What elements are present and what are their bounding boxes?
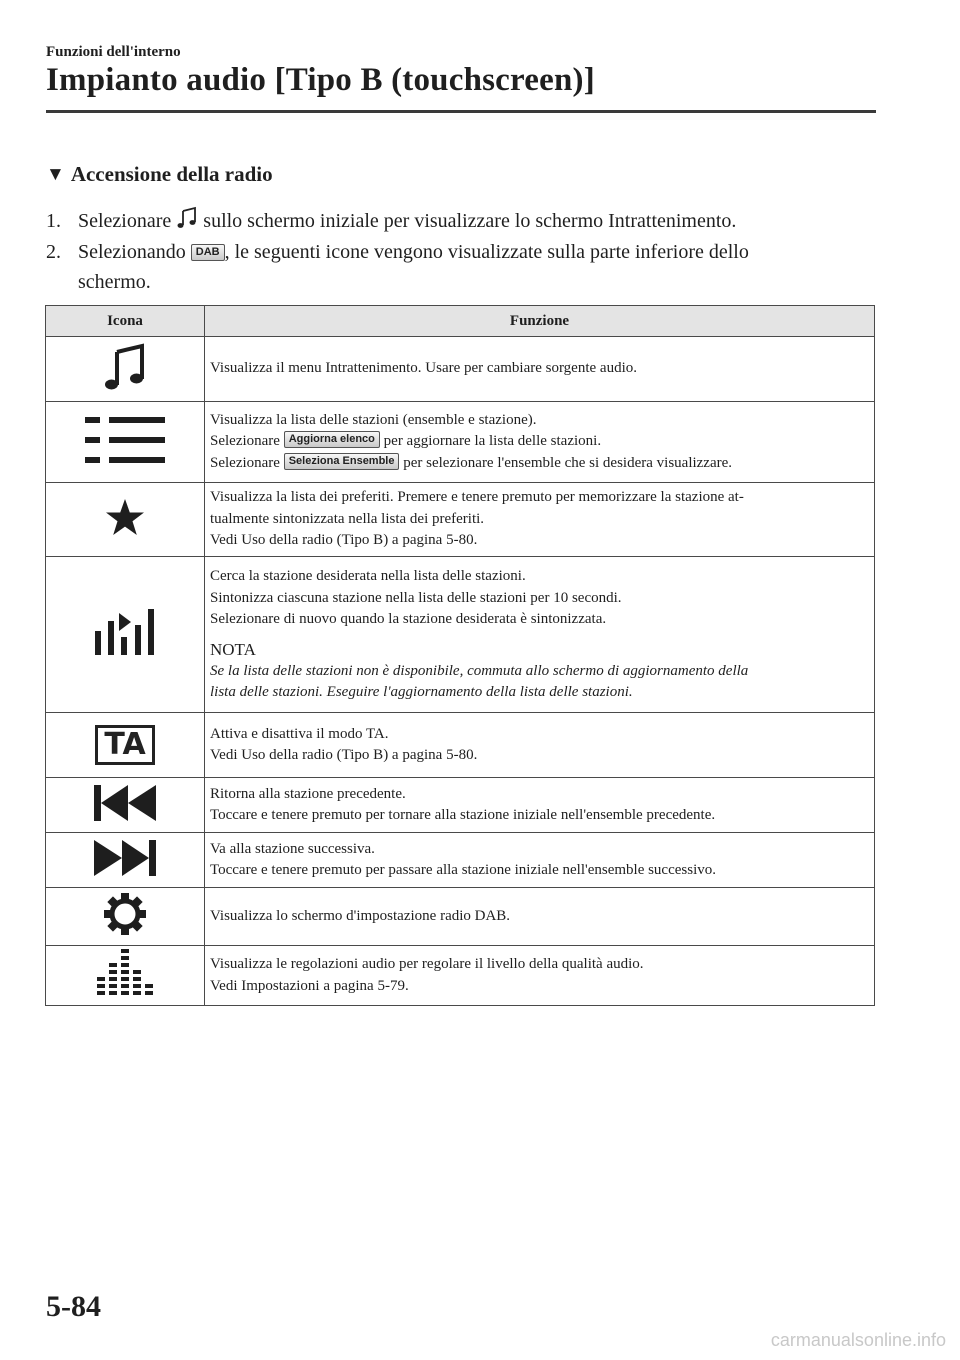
step-text-continued: schermo. — [78, 271, 151, 293]
gear-icon — [103, 892, 147, 936]
step-text-before: Selezionando — [78, 241, 186, 263]
music-note-icon — [102, 343, 148, 391]
row-text: Vedi Uso della radio (Tipo B) a pagina 5-80. — [210, 747, 478, 763]
chapter-label: Funzioni dell'interno — [46, 44, 181, 60]
nota-text: lista delle stazioni. Eseguire l'aggiornamento della lista delle stazioni. — [210, 683, 633, 700]
row-text: tualmente sintonizzata nella lista dei preferiti. — [210, 510, 485, 527]
watermark: carmanualsonline.info — [770, 1330, 946, 1350]
row-text: Va alla stazione successiva. — [210, 840, 375, 857]
row-text: Ritorna alla stazione precedente. — [210, 785, 406, 802]
row-text: Selezionare Aggiorna elenco per aggiornare la lista delle stazioni. — [210, 433, 602, 450]
table-row — [46, 713, 875, 778]
row-text: Toccare e tenere premuto per passare alla stazione iniziale nell'ensemble successivo. — [210, 862, 717, 878]
table-row — [46, 402, 875, 483]
row-text: Visualizza lo schermo d'impostazione radio DAB. — [210, 907, 511, 924]
row-text: Toccare e tenere premuto per tornare alla stazione iniziale nell'ensemble precedente. — [210, 807, 716, 823]
step-text-after: sullo schermo iniziale per visualizzare lo schermo Intrattenimento. — [203, 210, 737, 232]
row-text: Selezionare di nuovo quando la stazione desiderata è sintonizzata. — [210, 611, 607, 628]
row-text: Cerca la stazione desiderata nella lista delle stazioni. — [210, 568, 526, 585]
ta-icon: TA — [95, 725, 154, 765]
row-text: Visualizza la lista delle stazioni (ensemble e stazione). — [210, 411, 537, 428]
table-row — [46, 778, 875, 833]
table-row — [46, 833, 875, 888]
section-marker: ▼ — [46, 163, 65, 185]
section-heading — [46, 162, 273, 187]
select-ensemble-button: Seleziona Ensemble — [284, 453, 400, 470]
update-list-button: Aggiorna elenco — [284, 431, 380, 448]
table-header-row — [46, 306, 875, 337]
row-text: Vedi Uso della radio (Tipo B) a pagina 5-80. — [210, 532, 478, 549]
row-text: Visualizza il menu Intrattenimento. Usare per cambiare sorgente audio. — [210, 360, 637, 377]
star-icon — [105, 498, 145, 536]
page-number: 5-84 — [46, 1290, 101, 1323]
table-row — [46, 888, 875, 946]
table-row — [46, 557, 875, 713]
music-note-icon — [176, 206, 198, 230]
table-row — [46, 337, 875, 402]
nota-title: NOTA — [210, 639, 256, 659]
row-text: Selezionare Seleziona Ensemble per selezionare l'ensemble che si desidera visualizzare. — [210, 454, 733, 471]
header-icon: Icona — [46, 306, 205, 337]
skip-previous-icon — [94, 785, 156, 821]
dab-button: DAB — [191, 244, 225, 261]
section-title: Accensione della radio — [70, 162, 273, 186]
step-2 — [46, 237, 846, 297]
step-1 — [46, 206, 736, 236]
row-text: Sintonizza ciascuna stazione nella lista delle stazioni per 10 secondi. — [210, 589, 622, 606]
row-text: Visualizza la lista dei preferiti. Premere e tenere premuto per memorizzare la stazione at- — [210, 489, 744, 506]
list-icon — [85, 417, 165, 463]
header-function: Funzione — [205, 306, 875, 337]
step-text-after: , le seguenti icone vengono visualizzate sulla parte inferiore dello — [224, 241, 749, 263]
equalizer-icon — [97, 949, 153, 997]
step-text-before: Selezionare — [78, 210, 172, 232]
page-title: Impianto audio [Tipo B (touchscreen)] — [46, 62, 595, 98]
row-text: Attiva e disattiva il modo TA. — [210, 725, 389, 742]
step-number: 2. — [46, 241, 61, 263]
icon-function-table — [45, 305, 875, 1006]
row-text: Vedi Impostazioni a pagina 5-79. — [210, 977, 409, 994]
skip-next-icon — [94, 840, 156, 876]
title-divider — [46, 110, 876, 113]
row-text: Visualizza le regolazioni audio per regolare il livello della qualità audio. — [210, 956, 644, 972]
step-number: 1. — [46, 210, 61, 232]
scan-icon — [95, 609, 155, 655]
table-row — [46, 483, 875, 557]
nota-text: Se la lista delle stazioni non è disponibile, commuta allo schermo di aggiornamento della — [210, 662, 749, 679]
table-row — [46, 946, 875, 1006]
